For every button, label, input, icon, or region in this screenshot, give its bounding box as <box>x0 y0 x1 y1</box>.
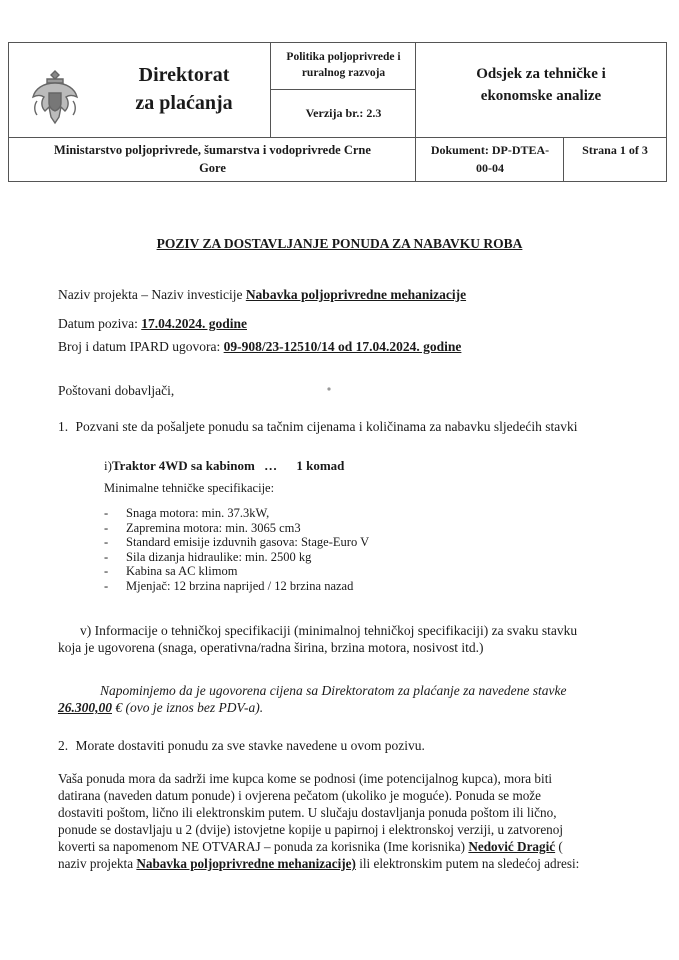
product-line <box>104 458 344 474</box>
document-title: POZIV ZA DOSTAVLJANJE PONUDA ZA NABAVKU ROBA <box>156 236 523 251</box>
project-value: Nabavka poljoprivredne mehanizacije <box>245 287 467 302</box>
offer-project-name: Nabavka poljoprivredne mehanizacije) <box>136 856 356 871</box>
date-line <box>58 316 247 332</box>
contract-line <box>58 339 461 355</box>
document-id-line2: 00-04 <box>476 161 504 175</box>
ministry-line2: Gore <box>199 161 226 175</box>
project-label: Naziv projekta – Naziv investicije <box>58 287 243 302</box>
info-v-line2: koja je ugovorena (snaga, operativna/radna širina, brzina motora, nosivost itd.) <box>58 640 484 655</box>
price-note <box>58 682 630 716</box>
project-line <box>58 287 466 303</box>
item-2 <box>58 738 425 754</box>
document-id-line1: Dokument: DP-DTEA- <box>430 143 550 157</box>
contract-label: Broj i datum IPARD ugovora: <box>58 339 221 354</box>
department-line2: ekonomske analize <box>480 88 602 104</box>
department-cell <box>416 43 666 138</box>
spec-list <box>104 506 369 593</box>
item-1 <box>58 419 577 435</box>
offer-line5-paren: ( <box>558 839 563 854</box>
contract-value: 09-908/23-12510/14 od 17.04.2024. godine <box>223 339 462 354</box>
offer-line5-text: koverti sa napomenom NE OTVARAJ – ponuda za korisnika (Ime korisnika) <box>58 839 466 854</box>
document-header-table <box>8 42 667 182</box>
ministry-cell <box>9 138 416 181</box>
document-id-cell <box>416 138 564 181</box>
policy-cell <box>271 43 416 90</box>
offer-line6 <box>58 855 632 872</box>
product-quantity: 1 komad <box>296 458 345 473</box>
offer-line6-text: ili elektronskim putem na sledećoj adresi: <box>359 856 580 871</box>
item-2-number: 2. <box>58 738 69 753</box>
greeting: Poštovani dobavljači, <box>58 383 175 398</box>
beneficiary-name: Nedović Dragić <box>468 839 556 854</box>
price-note-rest: € (ovo je iznos bez PDV-a). <box>112 700 264 715</box>
item-2-text: Morate dostaviti ponudu za sve stavke navedene u ovom pozivu. <box>75 738 425 753</box>
coat-of-arms-icon <box>29 67 81 127</box>
product-prefix: i) <box>104 458 112 473</box>
department-line1: Odsjek za tehničke i <box>476 66 606 82</box>
directorate-title-line1: Direktorat <box>138 64 230 86</box>
product-name: Traktor 4WD sa kabinom <box>111 458 255 473</box>
info-v-line1: v) Informacije o tehničkoj specifikaciji (minimalnoj tehničkoj specifikaciji) za svaku stavku <box>80 623 578 638</box>
policy-line1: Politika poljoprivrede i <box>286 51 401 63</box>
offer-line1: Vaša ponuda mora da sadrži ime kupca kome se podnosi (ime potencijalnog kupca), mora biti <box>58 771 553 786</box>
version-cell <box>271 90 416 138</box>
policy-line2: ruralnog razvoja <box>301 67 386 79</box>
date-value: 17.04.2024. godine <box>141 316 247 331</box>
version-label: Verzija br.: 2.3 <box>305 106 382 120</box>
offer-line3: dostaviti poštom, lično ili elektronskim putem. U slučaju dostavljanja ponuda poštom ili lično, <box>58 805 557 820</box>
ministry-line1: Ministarstvo poljoprivrede, šumarstva i vodoprivrede Crne <box>54 143 371 157</box>
page-number-cell <box>564 138 666 181</box>
directorate-cell <box>9 43 271 138</box>
offer-line2: datirana (naveden datum ponude) i ovjerena pečatom (ukoliko je moguće). Ponuda se može <box>58 788 542 803</box>
spec-item: - Sila dizanja hidraulike: min. 2500 kg <box>104 550 369 565</box>
spec-item: - Snaga motora: min. 37.3kW, <box>104 506 369 521</box>
spec-item: - Zapremina motora: min. 3065 cm3 <box>104 521 369 536</box>
offer-line5 <box>58 838 632 855</box>
offer-line4: ponude se dostavljaju u 2 (dvije) istovjetne kopije u papirnoj i elektronskoj verziji, u zatvorenoj <box>58 822 564 837</box>
directorate-title <box>109 61 259 117</box>
info-v-paragraph <box>58 622 630 656</box>
spec-item: - Kabina sa AC klimom <box>104 564 369 579</box>
directorate-title-line2: za plaćanja <box>135 92 233 114</box>
spec-item: - Mjenjač: 12 brzina naprijed / 12 brzina nazad <box>104 579 369 594</box>
spec-heading: Minimalne tehničke specifikacije: <box>104 481 275 495</box>
date-label: Datum poziva: <box>58 316 138 331</box>
scan-mark <box>326 386 332 392</box>
price-amount: 26.300,00 <box>58 700 112 715</box>
offer-line6-label: naziv projekta <box>58 856 134 871</box>
page-number: Strana 1 of 3 <box>582 143 648 157</box>
spec-item: - Standard emisije izduvnih gasova: Stage-Euro V <box>104 535 369 550</box>
price-note-line1: Napominjemo da je ugovorena cijena sa Direktoratom za plaćanje za navedene stavke <box>100 683 567 698</box>
offer-paragraph <box>58 770 632 872</box>
item-1-number: 1. <box>58 419 69 434</box>
item-1-text: Pozvani ste da pošaljete ponudu sa tačnim cijenama i količinama za nabavku sljedećih stavki <box>75 419 578 434</box>
product-dots: … <box>264 458 278 473</box>
